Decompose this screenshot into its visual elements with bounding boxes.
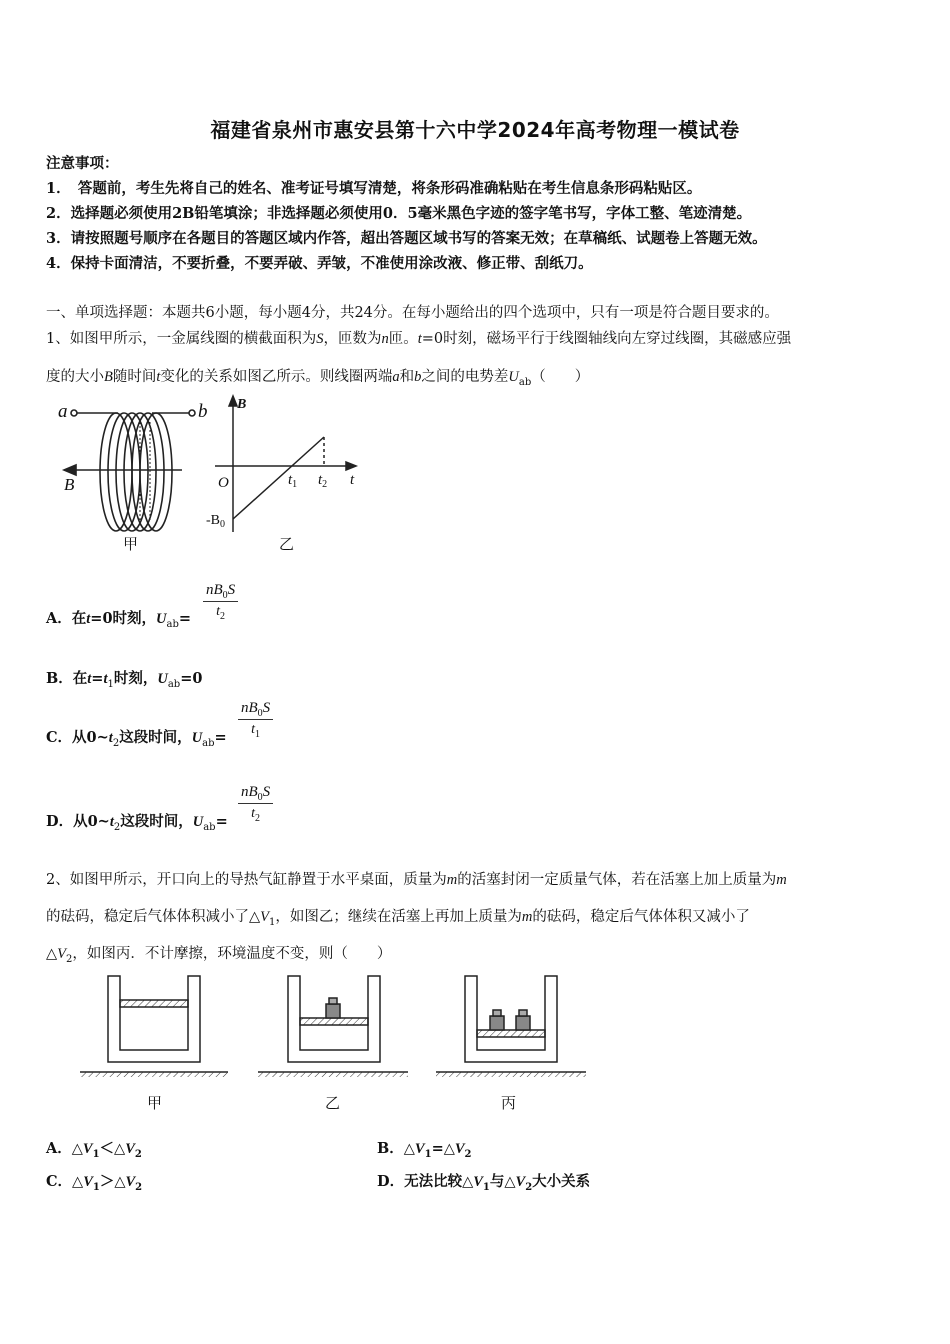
cylinder-caption-bing: 丙 (501, 1094, 517, 1112)
q1-line2: 度的大小B随时间t变化的关系如图乙所示。则线圈两端a和b之间的电势差$U_{ab}$（ ） (46, 369, 590, 388)
q2-line3: $\triangle V_2$，如图丙．不计摩擦，环境温度不变，则（ ） (46, 946, 392, 965)
q1-option-D-fraction: $\frac{nB_0S}{t_2}$ (238, 784, 273, 824)
notice-heading: 注意事项： (46, 155, 119, 172)
graph-label-t1: $t_1$ (288, 472, 298, 490)
cylinder-jia (80, 976, 228, 1072)
graph-label-B: B (237, 397, 247, 412)
q1-option-A-fraction: $\frac{nB_0S}{t_2}$ (203, 582, 238, 622)
cylinder-caption-yi: 乙 (325, 1094, 341, 1112)
bt-graph (200, 392, 370, 557)
notice-item-1: 1． 答题前，考生先将自己的姓名、准考证号填写清楚，将条形码准确粘贴在考生信息条形码粘贴区。 (46, 180, 702, 197)
notice-item-2: 2．选择题必须使用2B铅笔填涂；非选择题必须使用0．5毫米黑色字迹的签字笔书写，字体工整、笔迹清楚。 (46, 205, 752, 222)
q1-option-C[interactable]: C．从$0\sim t_2$这段时间，$U_{ab}=$ (46, 729, 227, 749)
graph-label-t: t (350, 472, 355, 488)
q2-option-D[interactable]: D．无法比较$\triangle V_1$与$\triangle V_2$大小关系 (377, 1173, 591, 1193)
graph-label-t2: $t_2$ (318, 472, 328, 490)
q1-option-D[interactable]: D．从$0\sim t_2$这段时间，$U_{ab}=$ (46, 813, 228, 833)
section-heading: 一、单项选择题：本题共6小题，每小题4分，共24分。在每小题给出的四个选项中，只有一项是符合题目要求的。 (46, 305, 779, 321)
notice-item-3: 3．请按照题号顺序在各题目的答题区域内作答，超出答题区域书写的答案无效；在草稿纸、试题卷上答题无效。 (46, 230, 767, 247)
cylinder-caption-jia: 甲 (147, 1094, 163, 1112)
q1-option-B[interactable]: B．在$t=t_1$时刻，$U_{ab}=0$ (46, 670, 203, 690)
q1-option-A[interactable]: A．在t=0时刻，$U_{ab}=$ (46, 610, 192, 630)
coil-caption: 甲 (123, 535, 139, 553)
q1-line1: 1、如图甲所示，一金属线圈的横截面积为S，匝数为n匝。t=0时刻，磁场平行于线圈轴线向左穿过线圈，其磁感应强 (46, 331, 792, 347)
q2-option-A[interactable]: A．$\triangle V_1<\triangle V_2$ (46, 1140, 142, 1160)
q2-line2: 的砝码，稳定后气体体积减小了$\triangle V_1$，如图乙；继续在活塞上再加上质量为m的砝码，稳定后气体体积又减小了 (46, 909, 750, 928)
notice-item-4: 4．保持卡面清洁，不要折叠，不要弄破、弄皱，不准使用涂改液、修正带、刮纸刀。 (46, 255, 593, 272)
q2-option-B[interactable]: B．$\triangle V_1=\triangle V_2$ (377, 1140, 472, 1160)
graph-caption: 乙 (279, 535, 295, 553)
coil-label-B: B (64, 475, 75, 494)
graph-label-negB0: $-B_0$ (206, 513, 225, 530)
q2-line1: 2、如图甲所示，开口向上的导热气缸静置于水平桌面，质量为m的活塞封闭一定质量气体，若在活塞上加上质量为m (46, 872, 787, 888)
q2-option-C[interactable]: C．$\triangle V_1>\triangle V_2$ (46, 1173, 143, 1193)
graph-label-O: O (218, 475, 229, 491)
q1-option-C-fraction: $\frac{nB_0S}{t_1}$ (238, 700, 273, 740)
coil-label-a: a (58, 401, 68, 422)
coil-label-b: b (198, 401, 208, 422)
coil-figure (50, 392, 220, 557)
cylinder-yi (258, 976, 408, 1072)
cylinder-figures (70, 968, 630, 1118)
page-title: 福建省泉州市惠安县第十六中学2024年高考物理一模试卷 (210, 118, 740, 142)
cylinder-bing (436, 976, 586, 1072)
